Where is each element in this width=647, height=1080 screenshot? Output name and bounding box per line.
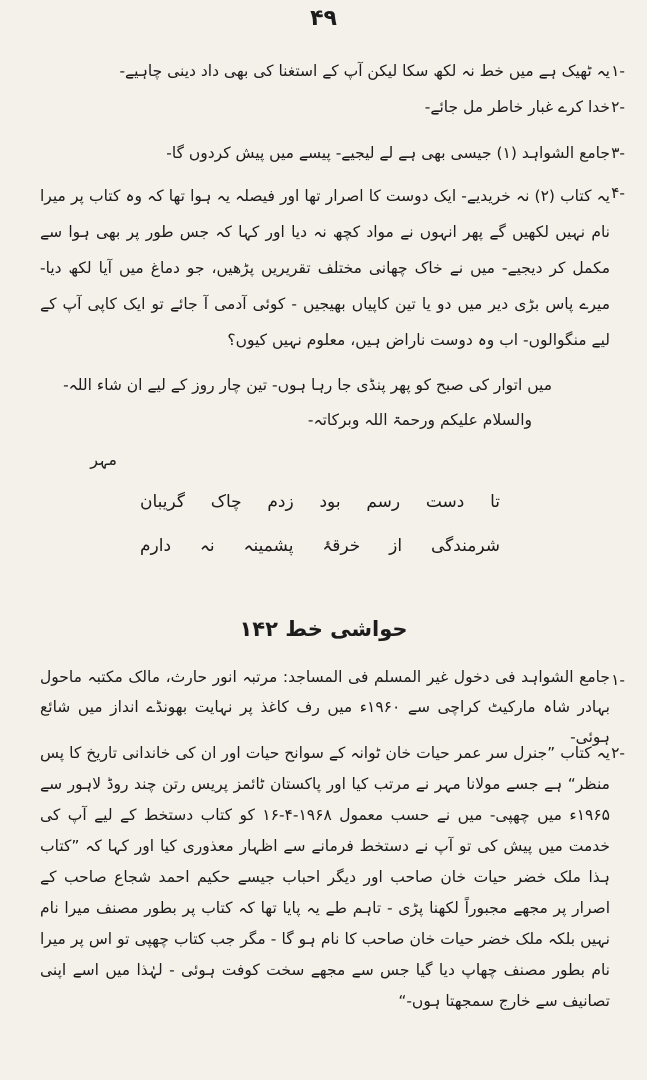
footnotes-heading: حواشی خط ۱۴۲ <box>239 617 408 641</box>
item-number-3: -۳ <box>611 144 625 162</box>
couplet-word: تا دست رسم <box>366 492 500 512</box>
couplet-word: پشمینہ <box>243 536 294 556</box>
couplet-word: بود <box>319 492 341 512</box>
item-number-4: -۴ <box>611 184 625 202</box>
couplet-word: خرقۂ <box>322 536 361 556</box>
couplet-word: شرمندگی از <box>389 536 501 556</box>
couplet-word: نہ <box>199 536 215 556</box>
page-number: ۴۹ <box>310 6 337 31</box>
item-text-2: خدا کرے غبار خاطر مل جائے- <box>424 98 610 116</box>
couplet-word: گریبان <box>140 492 185 512</box>
couplet-word: زدم <box>267 492 294 512</box>
couplet-line-2 <box>140 535 500 556</box>
footnote-text-2: یہ کتاب ”جنرل سر عمر حیات خان ٹوانہ کے سوانح حیات اور ان کی خاندانی تاریخ کا پس منظر“ ہے جسے مولانا مہر نے مرتب کیا اور پاکستان ٹائمز پریس رتن چند روڈ لاہور سے ۱۹۶۵ء میں چھپی- میں نے حسب معمول ۱۹۶۸-۴-۱۶ کو کتاب دستخط کے لیے آپ کی خدمت میں پیش کی تو آپ نے دستخط فرمانے سے اظہار معذوری کیا اور کہا کہ ”کتاب ہذا ملک خضر حیات خان صاحب اور دیگر احباب جیسے حکیم احمد شجاع صاحب کے اصرار پر مجھے مجبوراً لکھنا پڑی - تاہم طے یہ پایا تھا کہ کتاب پر بطور مصنف میرا نام نہیں بلکہ ملک خضر حیات خان صاحب کا نام ہو گا - مگر جب کتاب چھپی تو اس پر میرا نام بطور مصنف چھاپ دیا گیا جس سے مجھے سخت کوفت ہوئی - لہٰذا میں اسے اپنی تصانیف سے خارج سمجھتا ہوں-“ <box>40 744 610 1010</box>
footnote-number-1: -۱ <box>611 671 625 689</box>
signature: مہر <box>90 450 117 469</box>
couplet-word: چاک <box>210 492 242 512</box>
couplet-word: دارم <box>140 536 172 556</box>
footnote-text-1: جامع الشواہد فی دخول غیر المسلم فی المساجد: مرتبہ انور حارث، مالک مکتبہ ماحول بہادر شاہ مارکیٹ کراچی سے ۱۹۶۰ء میں رف کاغذ پر نہایت بھونڈے انداز میں شائع ہوئی- <box>40 668 610 746</box>
item-text-3: جامع الشواہد (۱) جیسی بھی ہے لے لیجیے- پیسے میں پیش کردوں گا- <box>166 144 610 162</box>
couplet-line-1 <box>140 492 500 512</box>
item-text-4: یہ کتاب (۲) نہ خریدیے- ایک دوست کا اصرار تھا اور فیصلہ یہ ہوا تھا کہ وہ کتاب پر میرا نام نہیں لکھیں گے پھر انہوں نے مواد کچھ نہ دیا اور کہا کہ جس طور پر بھی ہوا سے مکمل کر دیجیے- میں نے خاک چھانی مختلف تقریریں پڑھیں، جو دماغ میں آیا لکھ دیا- میرے پاس بڑی دیر میں دو یا تین کاپیاں بھیجیں - کوئی آدمی آ جائے تو ایک کاپی آپ کے لیے منگوالوں- اب وہ دوست ناراض ہیں، معلوم نہیں کیوں؟ <box>40 187 610 349</box>
closing-line: میں اتوار کی صبح کو پھر پنڈی جا رہا ہوں- تین چار روز کے لیے ان شاء اللہ- <box>63 376 552 394</box>
salutation: والسلام علیکم ورحمۃ اللہ وبرکاتہ- <box>307 411 532 429</box>
footnote-number-2: -۲ <box>611 744 625 762</box>
item-number-2: -۲ <box>611 98 625 116</box>
item-text-1: یہ ٹھیک ہے میں خط نہ لکھ سکا لیکن آپ کے استغنا کی بھی داد دینی چاہیے- <box>119 62 610 80</box>
item-number-1: -۱ <box>611 62 625 80</box>
